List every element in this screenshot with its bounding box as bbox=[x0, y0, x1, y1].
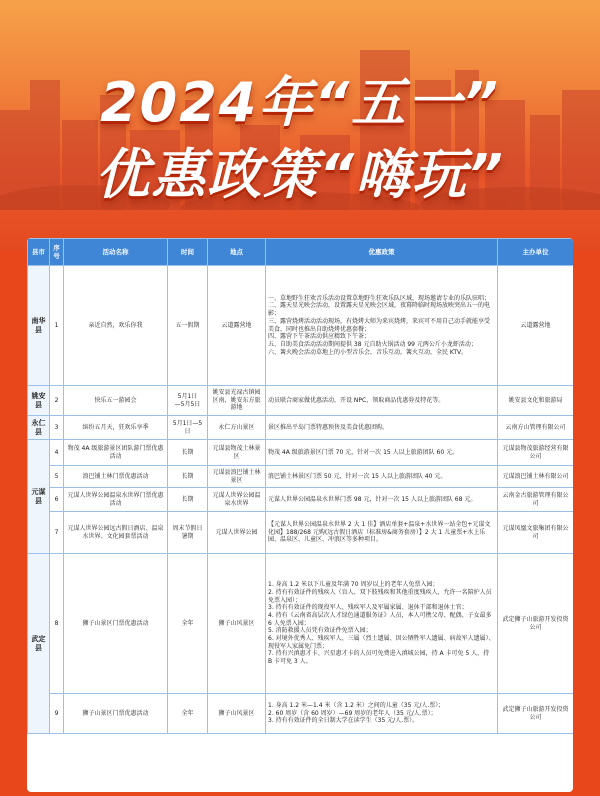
policy-cell: 元谋人世界公园温泉水世界门票 98 元，针对一次 15 人以上旅游团队 68 元。 bbox=[266, 488, 498, 512]
row-number: 6 bbox=[50, 488, 64, 512]
row-number: 5 bbox=[50, 466, 64, 488]
activity-place: 永仁方山景区 bbox=[208, 416, 266, 440]
row-number: 3 bbox=[50, 416, 64, 440]
header-no: 序号 bbox=[50, 239, 64, 266]
policy-line: 6. 对境外优秀人、残疾军人、三属（烈士遗属、因公牺牲军人遗属、病故军人遗属）、现役军人家属免门票； bbox=[268, 635, 495, 650]
host-org: 武定狮子山旅游开发投资公司 bbox=[498, 554, 574, 694]
activity-name: 元谋人世界公园温泉水世界门票优惠活动 bbox=[64, 488, 168, 512]
activity-name: 快乐五一游园会 bbox=[64, 386, 168, 416]
host-org: 云道露营地 bbox=[498, 266, 574, 386]
county-cell: 元谋县 bbox=[28, 440, 50, 554]
header-county: 县市 bbox=[28, 239, 50, 266]
policy-line: 5. 消防救援人员凭有效证件免票入园； bbox=[268, 627, 372, 635]
policy-cell: 动员联合商家做优惠活动，开设 NPC，领取商品优惠券及特花等。 bbox=[266, 386, 498, 416]
activity-name: 缤纷五月天，狂欢乐享季 bbox=[64, 416, 168, 440]
activity-name: 狮子山景区门票优惠活动 bbox=[64, 554, 168, 694]
activity-name: 狮子山景区门票优惠活动 bbox=[64, 694, 168, 734]
activity-time: 5月1日—5日 bbox=[168, 416, 208, 440]
policy-table-panel bbox=[27, 238, 573, 792]
policy-cell: 【元谋人世界公园温泉水世界 2 大 1 佳】酒店单套+温泉+水世界一站全包+元谋文化园】188/268 元购(远古假日酒店（标准房&商务套房）】2 大 1 儿童票+水上乐园、温泉区、儿童区、冲浪区等多种项目。 bbox=[266, 512, 498, 554]
table-row bbox=[28, 386, 574, 416]
table-row bbox=[28, 416, 574, 440]
policy-line: 7. 持有兴滇惠才卡、兴星惠才卡的人员可免费进入滇城公园，持 A 卡可免 5 人，持 B 卡可免 3 人。 bbox=[268, 650, 490, 666]
activity-name: 物茂 4A 级旅游景区团队游门票优惠活动 bbox=[64, 440, 168, 466]
row-number: 4 bbox=[50, 440, 64, 466]
policy-cell: 浪巴铺土林景区门票 50 元，针对一次 15 人以上旅游团队 40 元。 bbox=[266, 466, 498, 488]
header-policy: 优惠政策 bbox=[266, 239, 498, 266]
activity-time: 长期 bbox=[168, 440, 208, 466]
activity-name: 亲近自然，欢乐你我 bbox=[64, 266, 168, 386]
table-row bbox=[28, 512, 574, 554]
table-row bbox=[28, 694, 574, 734]
activity-place: 元谋县物茂土林景区 bbox=[208, 440, 266, 466]
header-host: 主办单位 bbox=[498, 239, 574, 266]
activity-time: 五一假期 bbox=[168, 266, 208, 386]
table-row bbox=[28, 466, 574, 488]
policy-line: 三、露营烧烤活动活动现场，有烧烤大师为来宾烧烤，来宾可不用自己动手就能享受美食，同时也推出自助烧烤优惠套餐； bbox=[268, 317, 491, 333]
activity-time: 全年 bbox=[168, 694, 208, 734]
header-time: 时间 bbox=[168, 239, 208, 266]
policy-line: 4. 持有《云南省高层次人才绿色通道服务证》人员，本人可携父母、配偶、子女最多 6 人免票入园； bbox=[268, 611, 492, 627]
policy-line: 四、露营下午茶活动供应精致下午茶； bbox=[268, 333, 371, 341]
policy-line: 二、露天星光映会活动，设置露天星光映会区域，夜幕降临时现场放映突出五一的电影； bbox=[268, 302, 491, 318]
host-org: 武定狮子山旅游开发投资公司 bbox=[498, 694, 574, 734]
policy-line: 3. 持有有效证件的现役军人、残疾军人及军属家属、退休干部和退休士官； bbox=[268, 604, 468, 612]
row-number: 2 bbox=[50, 386, 64, 416]
policy-table bbox=[27, 238, 573, 734]
host-org: 元谋凤凰文旅集团有限公司 bbox=[498, 512, 574, 554]
activity-place: 狮子山风景区 bbox=[208, 554, 266, 694]
table-row bbox=[28, 488, 574, 512]
policy-line: 五、自助美食活动活动期间提供 38 元自助火锅活动 99 元两公斤小龙虾活动； bbox=[268, 340, 477, 348]
activity-place: 姚安县光禄古镇园区南，姚安东方旅游地 bbox=[208, 386, 266, 416]
row-number: 1 bbox=[50, 266, 64, 386]
row-number: 9 bbox=[50, 694, 64, 734]
activity-place: 元谋人世界公园 bbox=[208, 512, 266, 554]
county-cell: 永仁县 bbox=[28, 416, 50, 440]
policy-line: 2. 60 周岁（含 60 周岁）—69 周岁的老年人（35 元/人.票）； bbox=[268, 709, 437, 717]
activity-name: 浪巴铺土林门票优惠活动 bbox=[64, 466, 168, 488]
county-cell: 武定县 bbox=[28, 554, 50, 734]
policy-cell: 物茂 4A 级旅游景区门票 70 元，针对一次 15 人以上旅游团队 60 元。 bbox=[266, 440, 498, 466]
host-org: 元谋县物茂旅游经营有限公司 bbox=[498, 440, 574, 466]
banner-title-line-2: 优惠政策“嗨玩” bbox=[95, 143, 505, 206]
row-number: 7 bbox=[50, 512, 64, 554]
activity-time: 长期 bbox=[168, 488, 208, 512]
host-org: 云南方山管理有限公司 bbox=[498, 416, 574, 440]
table-row bbox=[28, 440, 574, 466]
host-org: 云南金古旅游管理有限公司 bbox=[498, 488, 574, 512]
header-name: 活动名称 bbox=[64, 239, 168, 266]
host-org: 姚安县文化和旅游局 bbox=[498, 386, 574, 416]
activity-place: 元谋人世界公园温泉水世界 bbox=[208, 488, 266, 512]
time-start: 5月1日 bbox=[177, 392, 198, 400]
activity-name: 元谋人世界公园远古假日酒店、温泉水世界、文化园套票活动 bbox=[64, 512, 168, 554]
time-end: —5月5日 bbox=[174, 400, 201, 408]
activity-time: 周末节假日暑期 bbox=[168, 512, 208, 554]
activity-time: 长期 bbox=[168, 466, 208, 488]
table-row bbox=[28, 554, 574, 694]
policy-cell: 景区推出平岛门票特惠预售及美食优惠团购。 bbox=[266, 416, 498, 440]
activity-time: 全年 bbox=[168, 554, 208, 694]
header-place: 地点 bbox=[208, 239, 266, 266]
table-row bbox=[28, 266, 574, 386]
policy-cell bbox=[266, 694, 498, 734]
activity-place: 云道露营地 bbox=[208, 266, 266, 386]
policy-cell bbox=[266, 554, 498, 694]
banner-title-line-1: 2024年“五一” bbox=[100, 71, 500, 134]
policy-line: 1. 身高 1.2 米—1.4 米（含 1.2 米）之间的儿童（35 元/人.票）； bbox=[268, 701, 445, 709]
policy-line: 一、草地野生狂欢音乐活动设置草地野生狂欢乐队区域，现场邀请专业的乐队驻唱； bbox=[268, 294, 491, 302]
policy-cell bbox=[266, 266, 498, 386]
county-cell: 姚安县 bbox=[28, 386, 50, 416]
county-cell: 南华县 bbox=[28, 266, 50, 386]
policy-line: 2. 持有有效证件的残疾人（盲人、双下肢残疾和其他重度残疾人，允许一名陪护人员免票入园）； bbox=[268, 588, 492, 604]
row-number: 8 bbox=[50, 554, 64, 694]
activity-time bbox=[168, 386, 208, 416]
policy-line: 1. 身高 1.2 米以下儿童及年满 70 周岁以上的老年人免票入园； bbox=[268, 581, 439, 589]
activity-place: 狮子山风景区 bbox=[208, 694, 266, 734]
table-header-row bbox=[28, 239, 574, 266]
hero-banner bbox=[0, 0, 600, 250]
policy-line: 3. 持有有效证件的全日制大学在读学生（35 元/人.票）。 bbox=[268, 717, 419, 725]
policy-line: 六、篝火晚会活动草地上的小型音乐会，音乐互动，篝火互动，全民 KTV。 bbox=[268, 348, 468, 356]
activity-place: 元谋县浪巴铺土林景区 bbox=[208, 466, 266, 488]
host-org: 元谋浪巴铺土林有限公司 bbox=[498, 466, 574, 488]
